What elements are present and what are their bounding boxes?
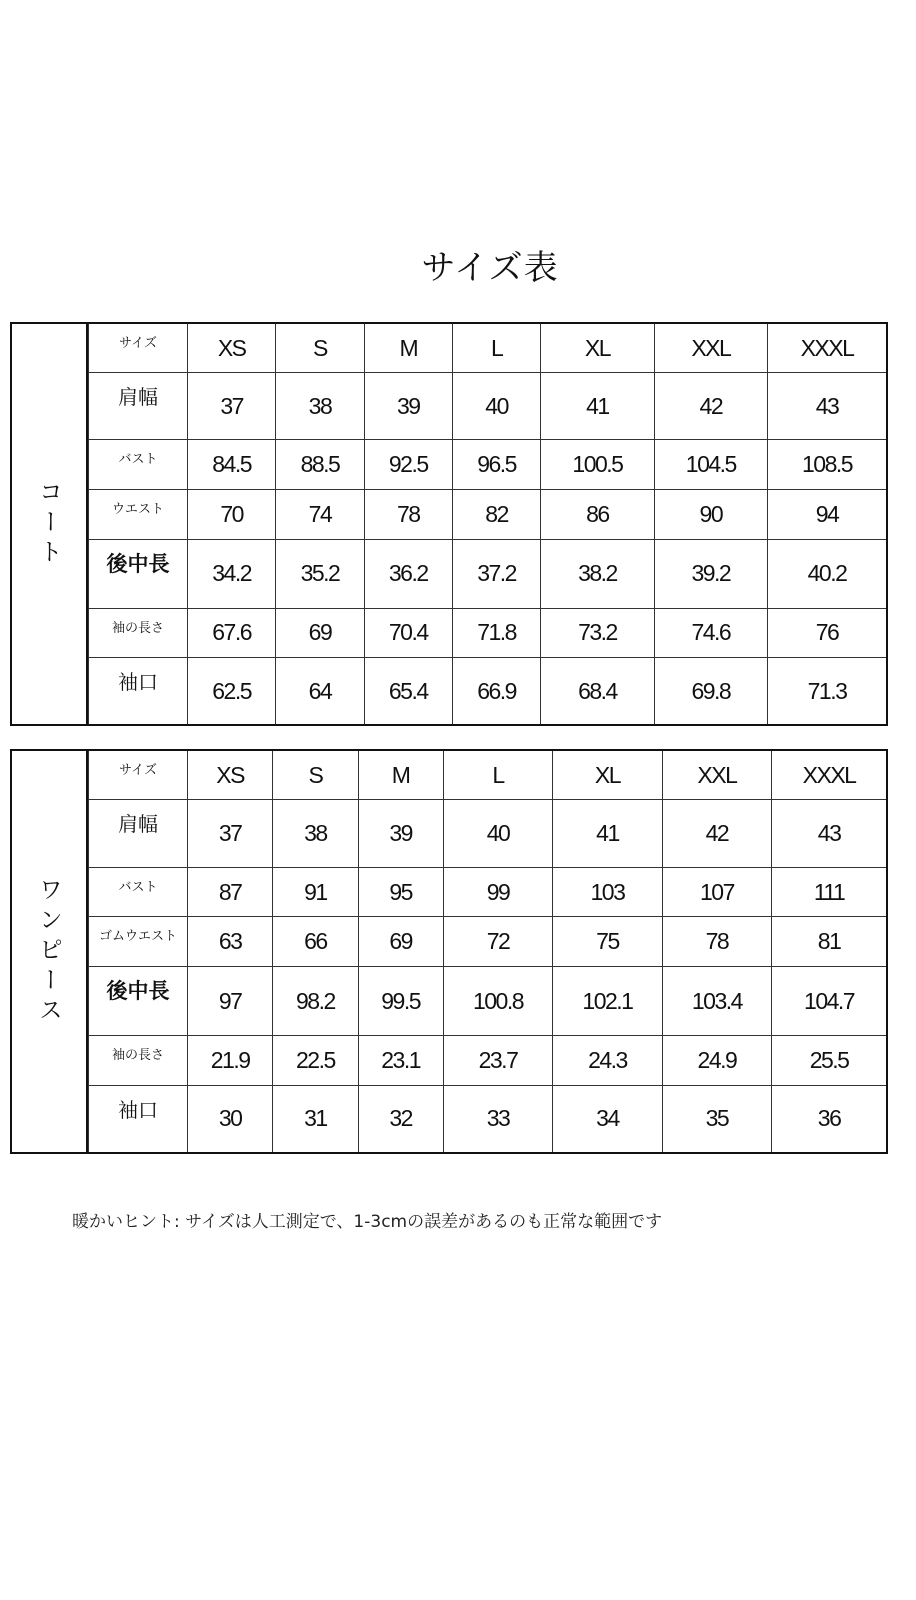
value-cell: 104.7 [772,967,886,1036]
value-cell: 34.2 [188,539,276,608]
value-cell: 92.5 [364,440,452,490]
category-label-cell [12,324,88,724]
value-cell: 104.5 [654,440,767,490]
row-label: 肩幅 [89,373,188,440]
value-cell: 41 [541,373,654,440]
row-label: 後中長 [89,539,188,608]
value-cell: 97 [188,967,273,1036]
value-cell: 111 [772,867,886,917]
table-row [89,1085,887,1152]
value-cell: 69 [276,608,364,658]
size-header-s: S [273,751,358,800]
value-cell: 81 [772,917,886,967]
value-cell: 102.1 [553,967,662,1036]
value-cell: 39 [358,800,443,867]
value-cell: 72 [443,917,552,967]
size-header-xxxl: XXXL [768,324,886,373]
row-label: 袖の長さ [89,608,188,658]
header-label: サイズ [89,751,188,800]
value-cell: 91 [273,867,358,917]
value-cell: 95 [358,867,443,917]
value-cell: 100.5 [541,440,654,490]
category-label: ワンピース [34,876,63,1027]
size-table-dress [10,749,888,1154]
table-row [89,608,887,658]
value-cell: 38 [276,373,364,440]
value-cell: 64 [276,658,364,724]
table-row [89,867,887,917]
row-label: 袖口 [89,658,188,724]
table-row [89,440,887,490]
value-cell: 36.2 [364,539,452,608]
value-cell: 41 [553,800,662,867]
size-header-xxl: XXL [654,324,767,373]
value-cell: 62.5 [188,658,276,724]
row-label: バスト [89,867,188,917]
value-cell: 75 [553,917,662,967]
table-row [89,800,887,867]
value-cell: 37 [188,800,273,867]
value-cell: 23.1 [358,1036,443,1086]
header-row [89,751,887,800]
value-cell: 69 [358,917,443,967]
value-cell: 30 [188,1085,273,1152]
value-cell: 65.4 [364,658,452,724]
measurement-note: 暖かいヒント: サイズは人工測定で、1-3cmの誤差があるのも正常な範囲です [72,1212,663,1232]
value-cell: 42 [654,373,767,440]
header-row [89,324,887,373]
value-cell: 70.4 [364,608,452,658]
value-cell: 31 [273,1085,358,1152]
size-header-xl: XL [553,751,662,800]
category-label-cell [12,751,88,1152]
value-cell: 71.8 [452,608,540,658]
value-cell: 40.2 [768,539,886,608]
table-row [89,1036,887,1086]
value-cell: 99 [443,867,552,917]
row-label: バスト [89,440,188,490]
value-cell: 87 [188,867,273,917]
value-cell: 67.6 [188,608,276,658]
value-cell: 82 [452,489,540,539]
table-row [89,539,887,608]
value-cell: 103.4 [662,967,771,1036]
size-header-m: M [358,751,443,800]
value-cell: 88.5 [276,440,364,490]
value-cell: 22.5 [273,1036,358,1086]
value-cell: 66.9 [452,658,540,724]
value-cell: 78 [364,489,452,539]
value-cell: 36 [772,1085,886,1152]
page-title: サイズ表 [421,248,559,288]
table-row [89,489,887,539]
size-header-l: L [452,324,540,373]
value-cell: 25.5 [772,1036,886,1086]
value-cell: 43 [768,373,886,440]
size-header-m: M [364,324,452,373]
value-cell: 76 [768,608,886,658]
value-cell: 99.5 [358,967,443,1036]
size-table-coat [10,322,888,726]
value-cell: 38 [273,800,358,867]
table-row [89,658,887,724]
value-cell: 23.7 [443,1036,552,1086]
value-cell: 35 [662,1085,771,1152]
value-cell: 38.2 [541,539,654,608]
value-cell: 35.2 [276,539,364,608]
size-header-xxxl: XXXL [772,751,886,800]
value-cell: 33 [443,1085,552,1152]
size-header-s: S [276,324,364,373]
row-label: ウエスト [89,489,188,539]
value-cell: 108.5 [768,440,886,490]
size-header-xxl: XXL [662,751,771,800]
size-header-xs: XS [188,324,276,373]
value-cell: 24.3 [553,1036,662,1086]
category-label: コート [34,479,63,569]
value-cell: 39.2 [654,539,767,608]
size-header-l: L [443,751,552,800]
measurement-table [88,324,886,724]
value-cell: 66 [273,917,358,967]
value-cell: 74.6 [654,608,767,658]
value-cell: 98.2 [273,967,358,1036]
value-cell: 43 [772,800,886,867]
value-cell: 24.9 [662,1036,771,1086]
value-cell: 84.5 [188,440,276,490]
value-cell: 68.4 [541,658,654,724]
value-cell: 63 [188,917,273,967]
size-header-xs: XS [188,751,273,800]
value-cell: 94 [768,489,886,539]
row-label: 肩幅 [89,800,188,867]
size-header-xl: XL [541,324,654,373]
row-label: ゴムウエスト [89,917,188,967]
header-label: サイズ [89,324,188,373]
value-cell: 37 [188,373,276,440]
value-cell: 32 [358,1085,443,1152]
measurement-table [88,751,886,1152]
value-cell: 39 [364,373,452,440]
table-row [89,373,887,440]
value-cell: 42 [662,800,771,867]
value-cell: 71.3 [768,658,886,724]
value-cell: 100.8 [443,967,552,1036]
value-cell: 103 [553,867,662,917]
value-cell: 90 [654,489,767,539]
value-cell: 40 [452,373,540,440]
row-label: 袖の長さ [89,1036,188,1086]
value-cell: 21.9 [188,1036,273,1086]
value-cell: 96.5 [452,440,540,490]
row-label: 後中長 [89,967,188,1036]
row-label: 袖口 [89,1085,188,1152]
value-cell: 70 [188,489,276,539]
table-row [89,917,887,967]
value-cell: 69.8 [654,658,767,724]
value-cell: 107 [662,867,771,917]
value-cell: 34 [553,1085,662,1152]
value-cell: 37.2 [452,539,540,608]
table-row [89,967,887,1036]
value-cell: 74 [276,489,364,539]
value-cell: 40 [443,800,552,867]
value-cell: 73.2 [541,608,654,658]
value-cell: 78 [662,917,771,967]
value-cell: 86 [541,489,654,539]
